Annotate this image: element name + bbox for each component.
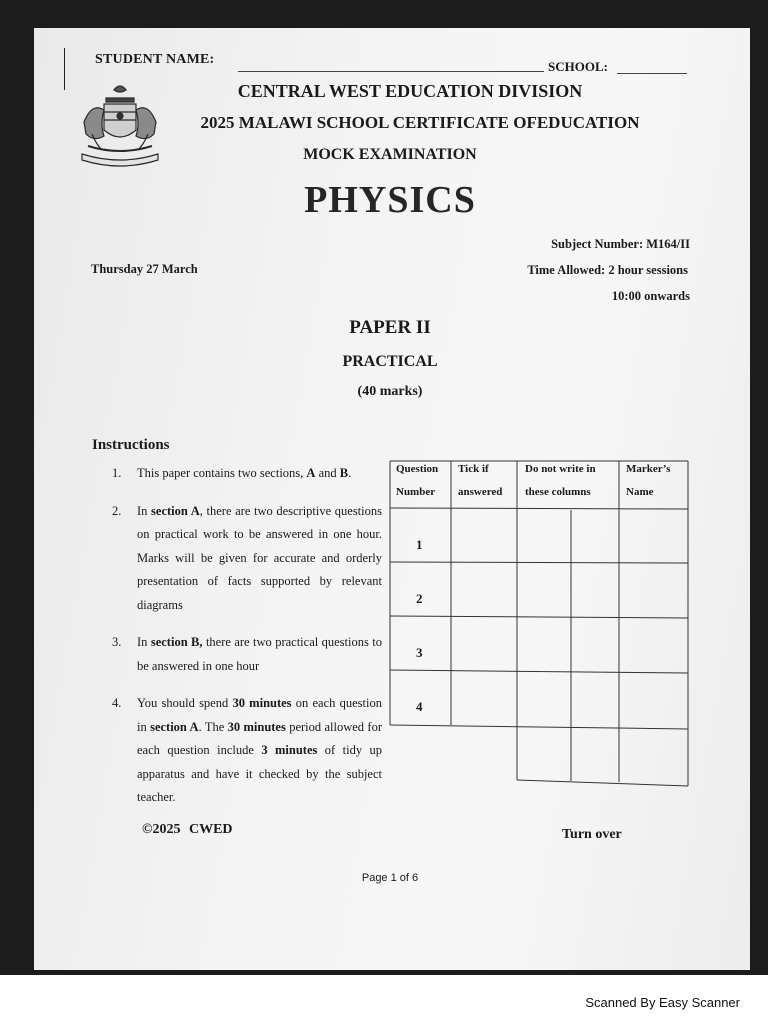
instruction-text: In section A, there are two descriptive questions on practical work to be answered in one hour. Marks will be given for accurate and orderly presentation of facts supported by relevant diagrams: [137, 503, 382, 612]
instruction-text: You should spend 30 minutes on each question in section A. The 30 minutes period allowed for each question include 3 minutes of tidy up apparatus and have it checked by the subject teacher.: [137, 696, 383, 804]
division-title: CENTRAL WEST EDUCATION DIVISION: [237, 81, 583, 101]
instruction-text: This paper contains two sections, A and B.: [137, 466, 352, 480]
start-time: 10:00 onwards: [611, 289, 690, 303]
instructions-heading: Instructions: [92, 437, 170, 453]
table-header-do-not-write: Do not write in these columns: [525, 463, 596, 498]
table-header-tick: Tick if answered: [458, 463, 503, 498]
question-number-4: 4: [416, 699, 423, 714]
page-number: Page 1 of 6: [361, 872, 419, 884]
exam-title: MOCK EXAMINATION: [303, 146, 477, 163]
paper-marks: (40 marks): [357, 384, 423, 399]
paper-number: PAPER II: [349, 317, 431, 338]
question-number-2: 2: [416, 591, 423, 606]
table-header-marker-name: Marker’s Name: [626, 463, 671, 498]
school-label: SCHOOL:: [548, 59, 608, 74]
scanner-watermark: Scanned By Easy Scanner: [585, 995, 740, 1010]
question-number-3: 3: [416, 645, 423, 660]
paper-type: PRACTICAL: [342, 353, 438, 370]
instruction-number: 3.: [112, 635, 122, 649]
student-name-label: STUDENT NAME:: [95, 52, 215, 67]
exam-date: Thursday 27 March: [91, 262, 198, 276]
instruction-text: In section B, there are two practical questions to be answered in one hour: [137, 635, 382, 673]
instruction-number: 1.: [112, 466, 122, 480]
question-number-1: 1: [416, 537, 423, 552]
instruction-number: 4.: [112, 696, 122, 710]
subject-title: PHYSICS: [304, 179, 476, 221]
table-header-question-number: Question Number: [396, 463, 439, 498]
instruction-number: 2.: [112, 503, 122, 518]
certificate-title: 2025 MALAWI SCHOOL CERTIFICATE OFEDUCATION: [200, 113, 640, 132]
turn-over: Turn over: [562, 827, 622, 842]
time-allowed: Time Allowed: 2 hour sessions: [527, 263, 688, 277]
subject-number: Subject Number: M164/II: [551, 237, 690, 251]
copyright: ©2025 CWED: [142, 822, 233, 837]
